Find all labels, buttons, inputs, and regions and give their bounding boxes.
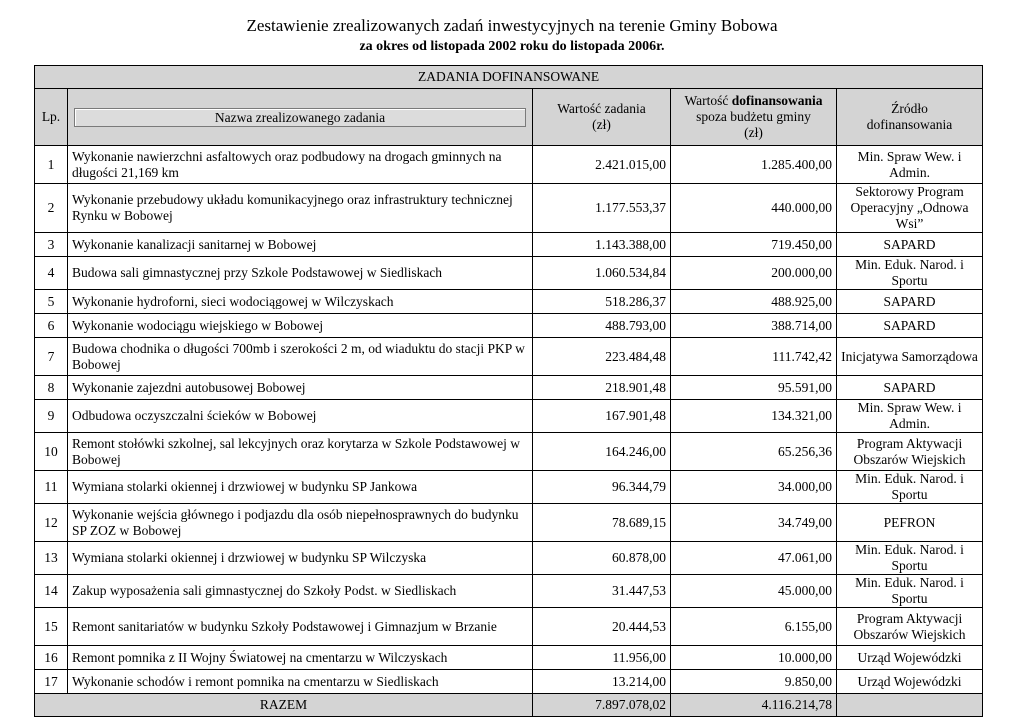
row-lp: 1 [35,146,68,184]
row-value: 78.689,15 [533,504,671,542]
header-cofin-line1 [675,93,832,109]
table-row [35,575,983,608]
row-name: Wykonanie zajezdni autobusowej Bobowej [68,376,533,400]
row-cofin: 6.155,00 [671,608,837,646]
table-row [35,608,983,646]
row-lp: 3 [35,233,68,257]
row-name: Wykonanie kanalizacji sanitarnej w Bobowej [68,233,533,257]
table-banner: ZADANIA DOFINANSOWANE [35,66,983,89]
header-cofin [671,89,837,146]
row-value: 20.444,53 [533,608,671,646]
total-cofin: 4.116.214,78 [671,694,837,717]
row-value: 164.246,00 [533,433,671,471]
row-name: Wymiana stolarki okiennej i drzwiowej w budynku SP Wilczyska [68,542,533,575]
row-cofin: 200.000,00 [671,257,837,290]
row-lp: 4 [35,257,68,290]
table-row [35,542,983,575]
row-lp: 13 [35,542,68,575]
total-source-empty [837,694,983,717]
row-value: 96.344,79 [533,471,671,504]
row-source: Min. Spraw Wew. i Admin. [837,146,983,184]
row-lp: 2 [35,184,68,233]
row-source: SAPARD [837,290,983,314]
row-source: SAPARD [837,314,983,338]
row-lp: 9 [35,400,68,433]
row-name: Wykonanie hydroforni, sieci wodociągowej w Wilczyskach [68,290,533,314]
row-cofin: 45.000,00 [671,575,837,608]
table-row [35,338,983,376]
row-name: Remont stołówki szkolnej, sal lekcyjnych oraz korytarza w Szkole Podstawowej w Bobowej [68,433,533,471]
row-value: 218.901,48 [533,376,671,400]
row-value: 488.793,00 [533,314,671,338]
row-value: 1.060.534,84 [533,257,671,290]
row-lp: 14 [35,575,68,608]
row-name: Zakup wyposażenia sali gimnastycznej do Szkoły Podst. w Siedliskach [68,575,533,608]
table-banner-row [35,66,983,89]
row-value: 1.143.388,00 [533,233,671,257]
header-lp: Lp. [35,89,68,146]
row-cofin: 34.000,00 [671,471,837,504]
header-name [68,89,533,146]
row-cofin: 9.850,00 [671,670,837,694]
row-name: Wykonanie nawierzchni asfaltowych oraz podbudowy na drogach gminnych na długości 21,169 km [68,146,533,184]
total-label: RAZEM [35,694,533,717]
table-row [35,471,983,504]
row-source: Min. Eduk. Narod. i Sportu [837,542,983,575]
header-value-line1: Wartość zadania [557,101,646,116]
table-row [35,314,983,338]
row-source: PEFRON [837,504,983,542]
row-source: Min. Eduk. Narod. i Sportu [837,575,983,608]
row-cofin: 47.061,00 [671,542,837,575]
row-name: Wykonanie przebudowy układu komunikacyjnego oraz infrastruktury technicznej Rynku w Bobowej [68,184,533,233]
header-source-line1: Źródło [891,101,928,116]
row-value: 60.878,00 [533,542,671,575]
table-row [35,400,983,433]
row-value: 223.484,48 [533,338,671,376]
row-value: 31.447,53 [533,575,671,608]
row-name: Wymiana stolarki okiennej i drzwiowej w budynku SP Jankowa [68,471,533,504]
row-name: Odbudowa oczyszczalni ścieków w Bobowej [68,400,533,433]
table-row [35,257,983,290]
row-lp: 8 [35,376,68,400]
row-cofin: 65.256,36 [671,433,837,471]
row-source: Urząd Wojewódzki [837,670,983,694]
header-source [837,89,983,146]
row-value: 1.177.553,37 [533,184,671,233]
document-title: Zestawienie zrealizowanych zadań inwestycyjnych na terenie Gminy Bobowa [246,16,778,35]
header-value-line2: (zł) [592,117,611,132]
row-source: Sektorowy Program Operacyjny „Odnowa Wsi” [837,184,983,233]
row-lp: 5 [35,290,68,314]
table-row [35,290,983,314]
row-cofin: 10.000,00 [671,646,837,670]
row-source: Min. Eduk. Narod. i Sportu [837,471,983,504]
row-source: Min. Spraw Wew. i Admin. [837,400,983,433]
row-lp: 7 [35,338,68,376]
row-name: Wykonanie wodociągu wiejskiego w Bobowej [68,314,533,338]
table-row [35,646,983,670]
row-name: Wykonanie wejścia głównego i podjazdu dla osób niepełnosprawnych do budynku SP ZOZ w Bobowej [68,504,533,542]
row-value: 2.421.015,00 [533,146,671,184]
row-cofin: 440.000,00 [671,184,837,233]
header-cofin-line3: (zł) [744,125,763,140]
total-value: 7.897.078,02 [533,694,671,717]
row-cofin: 134.321,00 [671,400,837,433]
row-cofin: 1.285.400,00 [671,146,837,184]
row-name: Wykonanie schodów i remont pomnika na cmentarzu w Siedliskach [68,670,533,694]
row-source: Urząd Wojewódzki [837,646,983,670]
row-lp: 6 [35,314,68,338]
row-lp: 16 [35,646,68,670]
table-row [35,504,983,542]
row-lp: 11 [35,471,68,504]
row-cofin: 719.450,00 [671,233,837,257]
document-subtitle: za okres od listopada 2002 roku do listopada 2006r. [359,39,665,54]
table-row [35,376,983,400]
row-cofin: 111.742,42 [671,338,837,376]
row-name: Remont sanitariatów w budynku Szkoły Podstawowej i Gimnazjum w Brzanie [68,608,533,646]
row-source: Inicjatywa Samorządowa [837,338,983,376]
header-source-line2: dofinansowania [866,117,953,132]
header-name-label: Nazwa zrealizowanego zadania [74,108,526,127]
row-cofin: 34.749,00 [671,504,837,542]
row-source: SAPARD [837,233,983,257]
row-value: 11.956,00 [533,646,671,670]
row-value: 13.214,00 [533,670,671,694]
header-cofin-line2: spoza budżetu gminy [696,109,811,124]
total-row [35,694,983,717]
row-lp: 15 [35,608,68,646]
row-source: Program Aktywacji Obszarów Wiejskich [837,608,983,646]
row-name: Budowa chodnika o długości 700mb i szerokości 2 m, od wiaduktu do stacji PKP w Bobowej [68,338,533,376]
row-value: 518.286,37 [533,290,671,314]
row-cofin: 95.591,00 [671,376,837,400]
table-header-row [35,89,983,146]
row-value: 167.901,48 [533,400,671,433]
row-cofin: 488.925,00 [671,290,837,314]
row-source: Min. Eduk. Narod. i Sportu [837,257,983,290]
table-row [35,146,983,184]
table-row [35,184,983,233]
row-lp: 12 [35,504,68,542]
table-row [35,233,983,257]
header-value [533,89,671,146]
row-cofin: 388.714,00 [671,314,837,338]
row-lp: 17 [35,670,68,694]
header-cofin-prefix: Wartość [684,93,732,108]
row-name: Remont pomnika z II Wojny Światowej na cmentarzu w Wilczyskach [68,646,533,670]
header-cofin-bold: dofinansowania [731,93,823,108]
table-row [35,670,983,694]
row-source: SAPARD [837,376,983,400]
row-source: Program Aktywacji Obszarów Wiejskich [837,433,983,471]
row-lp: 10 [35,433,68,471]
investment-table [34,65,983,717]
table-row [35,433,983,471]
row-name: Budowa sali gimnastycznej przy Szkole Podstawowej w Siedliskach [68,257,533,290]
